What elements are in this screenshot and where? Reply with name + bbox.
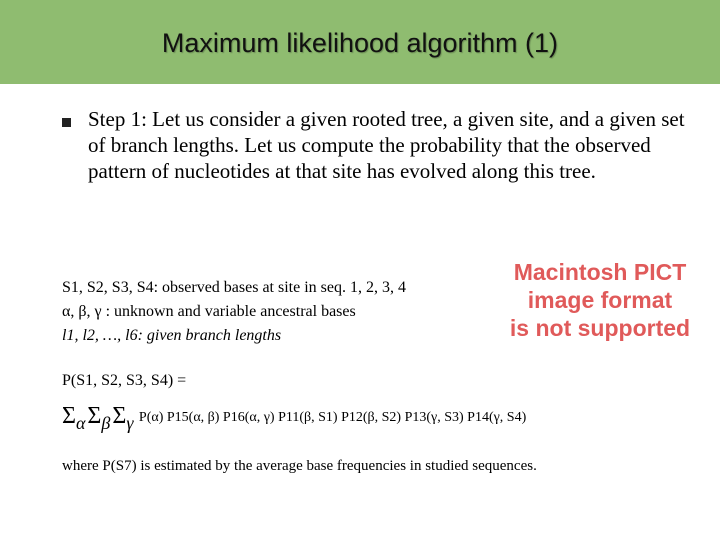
pict-unsupported-placeholder bbox=[500, 258, 700, 342]
probability-label: P(S1, S2, S3, S4) = bbox=[62, 372, 187, 389]
definitions-block bbox=[62, 276, 482, 348]
frequency-note: where P(S7) is estimated by the average base frequencies in studied sequences. bbox=[62, 458, 537, 474]
sigma-alpha: Σ bbox=[62, 403, 76, 429]
definition-branch-lengths: l1, l2, …, l6: given branch lengths bbox=[62, 327, 282, 344]
bullet-square-icon bbox=[62, 118, 71, 127]
sum-index-gamma: γ bbox=[126, 413, 134, 433]
sigma-beta: Σ bbox=[87, 403, 102, 429]
pict-line-1: Macintosh PICT bbox=[513, 259, 687, 285]
sum-index-alpha: α bbox=[75, 413, 86, 433]
sum-index-beta: β bbox=[101, 413, 111, 433]
pict-line-3: is not supported bbox=[509, 315, 691, 341]
sigma-gamma: Σ bbox=[112, 403, 127, 429]
definition-ancestral-bases: α, β, γ : unknown and variable ancestral bases bbox=[62, 303, 356, 320]
slide-title: Maximum likelihood algorithm (1) bbox=[161, 28, 559, 58]
likelihood-formula bbox=[62, 403, 526, 434]
formula-body: P(α) P15(α, β) P16(α, γ) P11(β, S1) P12(β, S2) P13(γ, S3) P14(γ, S4) bbox=[138, 410, 527, 425]
pict-line-2: image format bbox=[527, 287, 673, 313]
definition-observed-bases: S1, S2, S3, S4: observed bases at site in seq. 1, 2, 3, 4 bbox=[62, 279, 406, 296]
step-1-text: Step 1: Let us consider a given rooted tree, a given site, and a given set of branch lengths. Let us compute the probability that the observed pattern of nucleotides at that site has evolved along this tree. bbox=[88, 107, 685, 183]
